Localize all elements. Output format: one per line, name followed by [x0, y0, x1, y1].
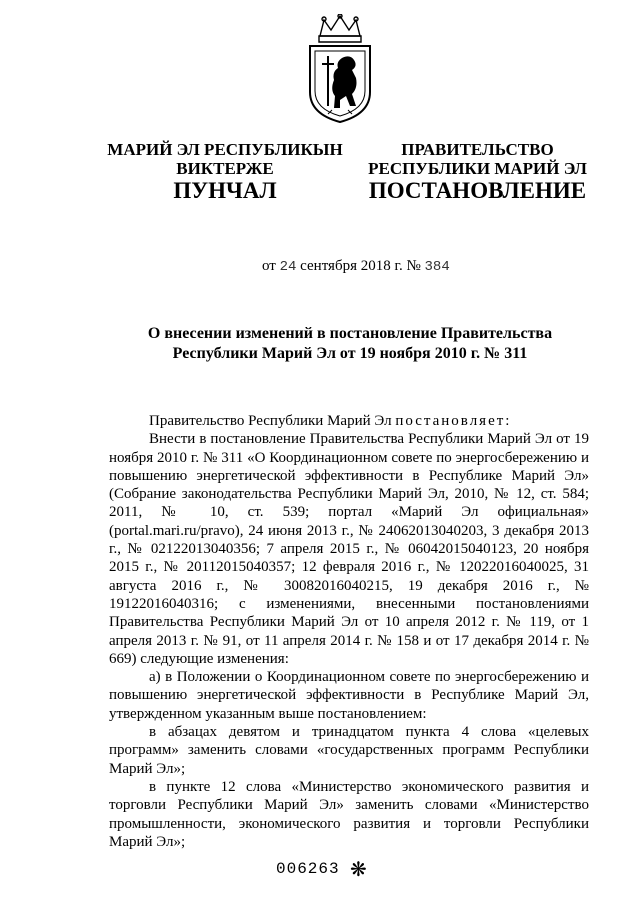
body-paragraph-5: в пункте 12 слова «Министерство экономического развития и торговли Республики Марий Эл» заменить словами «Министерство промышленности, экономического развития и торговли Республики Марий Эл»; — [109, 778, 589, 850]
body-paragraph-3: а) в Положении о Координационном совете по энергосбережению и повышению энергетической эффективности в Республике Марий Эл, утвержденном указанным выше постановлением: — [109, 669, 589, 722]
date-day: 24 — [279, 259, 297, 275]
date-middle: сентября 2018 г. № — [300, 258, 421, 274]
body-paragraph-1 — [109, 412, 589, 430]
header-left-title: ПУНЧАЛ — [173, 178, 277, 203]
title-line2: Республики Марий Эл от 19 ноября 2010 г. № 311 — [172, 345, 528, 362]
document-title — [100, 324, 600, 364]
header-left-line2: ВИКТЕРЖЕ — [176, 159, 274, 178]
header-right-title: ПОСТАНОВЛЕНИЕ — [368, 178, 587, 203]
document-body — [109, 412, 589, 851]
title-line1: О внесении изменений в постановление Правительства — [147, 325, 553, 342]
body-paragraph-4: в абзацах девятом и тринадцатом пункта 4 слова «целевых программ» заменить словами «государственных программ Республики Марий Эл»; — [109, 724, 589, 777]
header-right-line1: ПРАВИТЕЛЬСТВО — [401, 140, 554, 159]
p1-spaced: постановляет: — [395, 413, 512, 429]
header-left-line1: МАРИЙ ЭЛ РЕСПУБЛИКЫН — [107, 140, 343, 159]
document-number: 384 — [424, 259, 450, 275]
coat-of-arms-icon — [302, 14, 378, 126]
p1-prefix: Правительство Республики Марий Эл — [149, 413, 396, 429]
footer-mark-icon: ❋ — [350, 859, 367, 881]
header-right-line2: РЕСПУБЛИКИ МАРИЙ ЭЛ — [368, 159, 587, 178]
document-dateline — [262, 258, 450, 275]
serial-number: 006263 — [276, 860, 340, 878]
date-prefix: от — [262, 258, 276, 274]
body-paragraph-2: Внести в постановление Правительства Республики Марий Эл от 19 ноября 2010 г. № 311 «О Координационном совете по энергосбережению и повышению энергетической эффективности в Республике Марий Эл» (Собрание законодательства Республики Марий Эл, 2010, № 12, ст. 584; 2011, № 10, ст. 539; портал «Марий Эл официальная» (portal.mari.ru/pravo), 24 июня 2013 г., № 24062013040203, 3 декабря 2013 г., № 02122013040356; 7 апреля 2015 г., № 06042015040123, 20 ноября 2015 г., № 20112015040357; 12 февраля 2016 г., № 12022016040025, 31 августа 2016 г., № 30082016040215, 19 декабря 2016 г., № 19122016040316; с изменениями, внесенными постановлениями Правительства Республики Марий Эл от 10 апреля 2012 г. № 119, от 1 апреля 2013 г. № 91, от 11 апреля 2014 г. № 158 и от 17 декабря 2014 г. № 669) следующие изменения: — [109, 431, 589, 667]
